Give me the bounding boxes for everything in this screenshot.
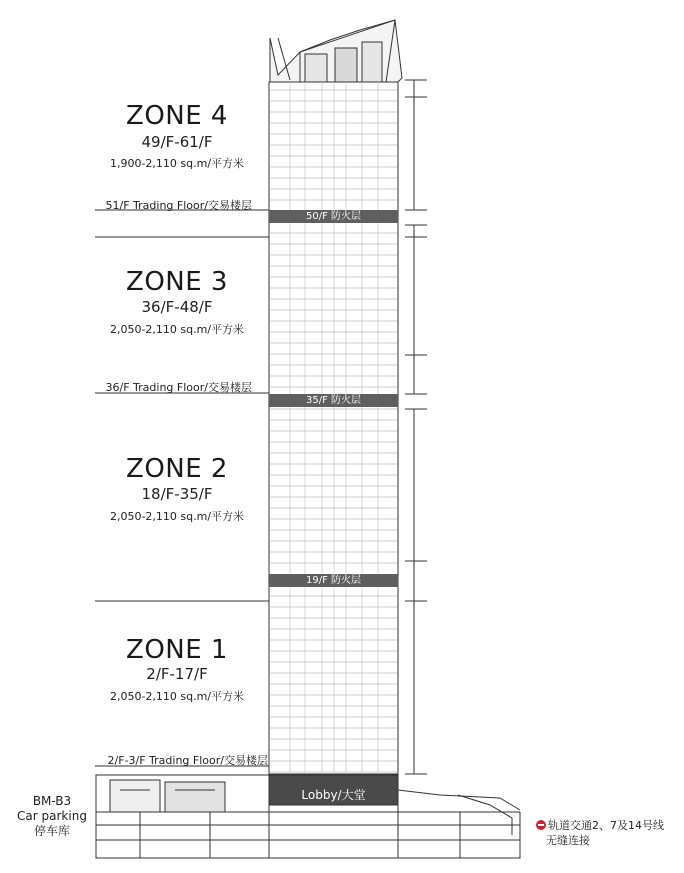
zone-3-area: 2,050-2,110 sq.m/平方米 (109, 323, 245, 336)
tower-crown (270, 20, 402, 82)
parking-label (8, 794, 96, 839)
zone-2-area: 2,050-2,110 sq.m/平方米 (109, 510, 245, 523)
trading-floor-36f: 36/F Trading Floor/交易楼层 (105, 381, 252, 394)
refuge-label-35f: 35/F 防火层 (305, 395, 362, 406)
refuge-label-19f: 19/F 防火层 (305, 575, 362, 586)
zone-2-floors: 18/F-35/F (141, 485, 213, 503)
refuge-label-50f: 50/F 防火层 (305, 211, 362, 222)
zone-2-title: ZONE 2 (126, 454, 228, 484)
metro-connection-label (536, 818, 681, 848)
zone-3-title: ZONE 3 (126, 267, 228, 297)
dimension-ticks (405, 80, 427, 774)
metro-icon (536, 820, 546, 830)
trading-floor-51f: 51/F Trading Floor/交易楼层 (105, 199, 252, 212)
lobby-label: Lobby/大堂 (301, 788, 366, 802)
zone-1-floors: 2/F-17/F (146, 665, 208, 683)
zone-3-floors: 36/F-48/F (141, 298, 213, 316)
zone-4-title: ZONE 4 (126, 101, 228, 131)
parking-line-1: BM-B3 (32, 794, 72, 808)
zone-4-floors: 49/F-61/F (141, 133, 213, 151)
zone-1-title: ZONE 1 (126, 635, 228, 665)
trading-floor-2f-3f: 2/F-3/F Trading Floor/交易楼层 (107, 754, 268, 767)
parking-line-2: Car parking (17, 809, 87, 823)
metro-line-2: 无缝连接 (546, 834, 590, 847)
zone-1-area: 2,050-2,110 sq.m/平方米 (109, 690, 245, 703)
parking-line-3: 停车库 (33, 824, 70, 838)
zone-4-area: 1,900-2,110 sq.m/平方米 (109, 157, 245, 170)
metro-line-1: 轨道交通2、7及14号线 (548, 819, 664, 832)
tower-shaft (269, 82, 398, 774)
